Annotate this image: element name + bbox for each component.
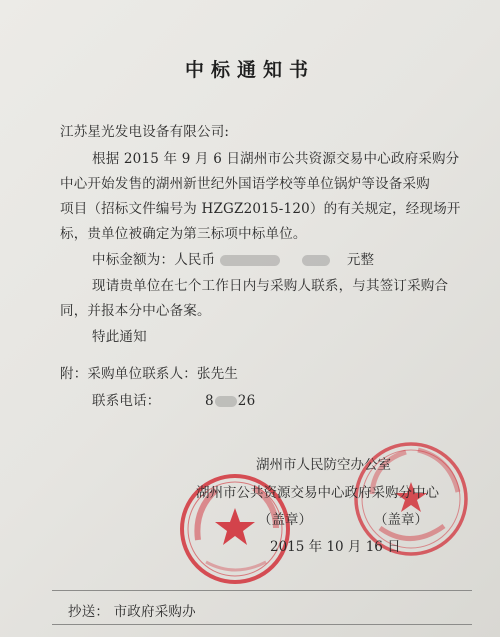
seal-note-right: （盖章） — [374, 512, 428, 528]
recipient-line: 江苏星光发电设备有限公司: — [60, 124, 230, 140]
body-line-2: 中心开始发售的湖州新世纪外国语学校等单位锅炉等设备采购 — [60, 176, 430, 192]
issuer-1: 湖州市人民防空办公室 — [256, 457, 391, 473]
closing-text: 特此通知 — [92, 329, 147, 345]
redacted-amount-2 — [302, 255, 330, 266]
cc-divider-top — [52, 590, 472, 591]
body-line-4: 标，贵单位被确定为第三标项中标单位。 — [60, 226, 307, 242]
seal-note-left: （盖章） — [258, 512, 312, 528]
phone-start: 8 — [205, 393, 214, 409]
issue-date: 2015 年 10 月 16 日 — [270, 539, 401, 555]
phone-line — [92, 389, 255, 409]
cc-divider-bottom — [52, 624, 472, 625]
amount-label: 中标金额为：人民币 — [92, 252, 216, 268]
issuer-2: 湖州市公共资源交易中心政府采购分中心 — [196, 485, 439, 501]
award-amount-line — [92, 248, 374, 268]
amount-suffix: 元整 — [346, 252, 375, 268]
redacted-amount — [220, 255, 280, 266]
contact-line-2: 同，并报本分中心备案。 — [60, 303, 211, 319]
document-title: 中标通知书 — [184, 59, 315, 81]
phone-label: 联系电话： — [92, 393, 161, 409]
attach-contact-line: 附：采购单位联系人：张先生 — [60, 366, 239, 382]
cc-line: 抄送： 市政府采购办 — [68, 604, 196, 620]
body-line-3: 项目（招标文件编号为 HZGZ2015-120）的有关规定，经现场开 — [60, 201, 461, 217]
body-line-1: 根据 2015 年 9 月 6 日湖州市公共资源交易中心政府采购分 — [92, 151, 460, 167]
contact-line-1: 现请贵单位在七个工作日内与采购人联系，与其签订采购合 — [92, 278, 449, 294]
redacted-phone — [215, 396, 237, 407]
phone-end: 26 — [237, 393, 256, 409]
